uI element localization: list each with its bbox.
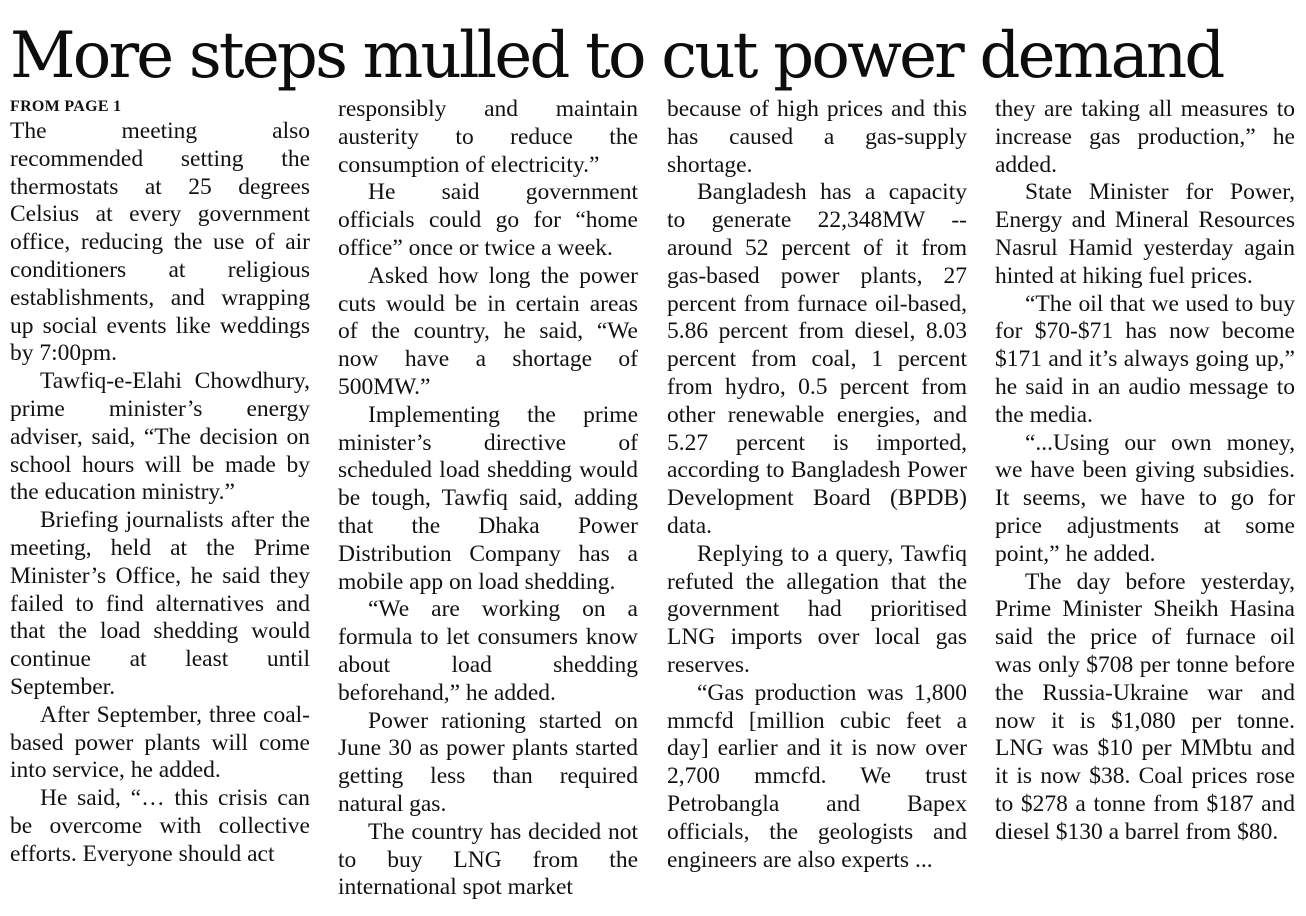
article-column-4 [995, 96, 1295, 912]
paragraph: Implementing the prime minister’s directive of scheduled load shedding would be tough, Tawfiq said, adding that the Dhaka Power Distribution Company has a mobile app on load shedding. [338, 401, 638, 595]
article-column-1 [10, 96, 310, 912]
paragraph: Bangladesh has a capacity to generate 22,348MW -- around 52 percent of it from gas-based power plants, 27 percent from furnace oil-based, 5.86 percent from diesel, 8.03 percent from coal, 1 percent from hydro, 0.5 percent from other renewable energies, and 5.27 percent is imported, according to Bangladesh Power Development Board (BPDB) data. [667, 179, 967, 539]
article-column-3 [667, 96, 967, 912]
paragraph: responsibly and maintain austerity to reduce the consumption of electricity.” [338, 96, 638, 178]
paragraph: “We are working on a formula to let consumers know about load shedding beforehand,” he added. [338, 596, 638, 706]
paragraph: “Gas production was 1,800 mmcfd [million cubic feet a day] earlier and it is now over 2,700 mmcfd. We trust Petrobangla and Bapex officials, the geologists and engineers are also experts ... [667, 679, 967, 873]
paragraph: The meeting also recommended setting the thermostats at 25 degrees Celsius at every government office, reducing the use of air conditioners at religious establishments, and wrapping up social events like weddings by 7:00pm. [10, 118, 310, 367]
headline: More steps mulled to cut power demand [10, 19, 1223, 93]
paragraph: Replying to a query, Tawfiq refuted the allegation that the government had prioritised LNG imports over local gas reserves. [667, 540, 967, 678]
paragraph: Power rationing started on June 30 as power plants started getting less than required natural gas. [338, 707, 638, 817]
paragraph: “...Using our own money, we have been giving subsidies. It seems, we have to go for price adjustments at some point,” he added. [995, 429, 1295, 567]
article-column-2 [338, 96, 638, 912]
paragraph: “The oil that we used to buy for $70-$71 has now become $171 and it’s always going up,” he said in an audio message to the media. [995, 290, 1295, 428]
paragraph: The country has decided not to buy LNG from the international spot market [338, 818, 638, 901]
paragraph: they are taking all measures to increase gas production,” he added. [995, 96, 1295, 178]
paragraph: The day before yesterday, Prime Minister Sheikh Hasina said the price of furnace oil was only $708 per tonne before the Russia-Ukraine war and now it is $1,080 per tonne. LNG was $10 per MMbtu and it is now $38. Coal prices rose to $278 a tonne from $187 and diesel $130 a barrel from $80. [995, 568, 1295, 845]
paragraph: He said, “… this crisis can be overcome with collective efforts. Everyone should act [10, 785, 310, 867]
paragraph: State Minister for Power, Energy and Mineral Resources Nasrul Hamid yesterday again hinted at hiking fuel prices. [995, 179, 1295, 289]
paragraph: He said government officials could go for “home office” once or twice a week. [338, 179, 638, 261]
paragraph: Tawfiq-e-Elahi Chowdhury, prime minister’s energy adviser, said, “The decision on school hours will be made by the education ministry.” [10, 368, 310, 506]
paragraph: Briefing journalists after the meeting, held at the Prime Minister’s Office, he said they failed to find alternatives and that the load shedding would continue at least until September. [10, 507, 310, 700]
kicker-from-page-1: FROM PAGE 1 [10, 98, 122, 115]
paragraph: because of high prices and this has caused a gas-supply shortage. [667, 96, 967, 178]
paragraph: Asked how long the power cuts would be in certain areas of the country, he said, “We now have a shortage of 500MW.” [338, 262, 638, 400]
paragraph: After September, three coal-based power plants will come into service, he added. [10, 701, 310, 784]
